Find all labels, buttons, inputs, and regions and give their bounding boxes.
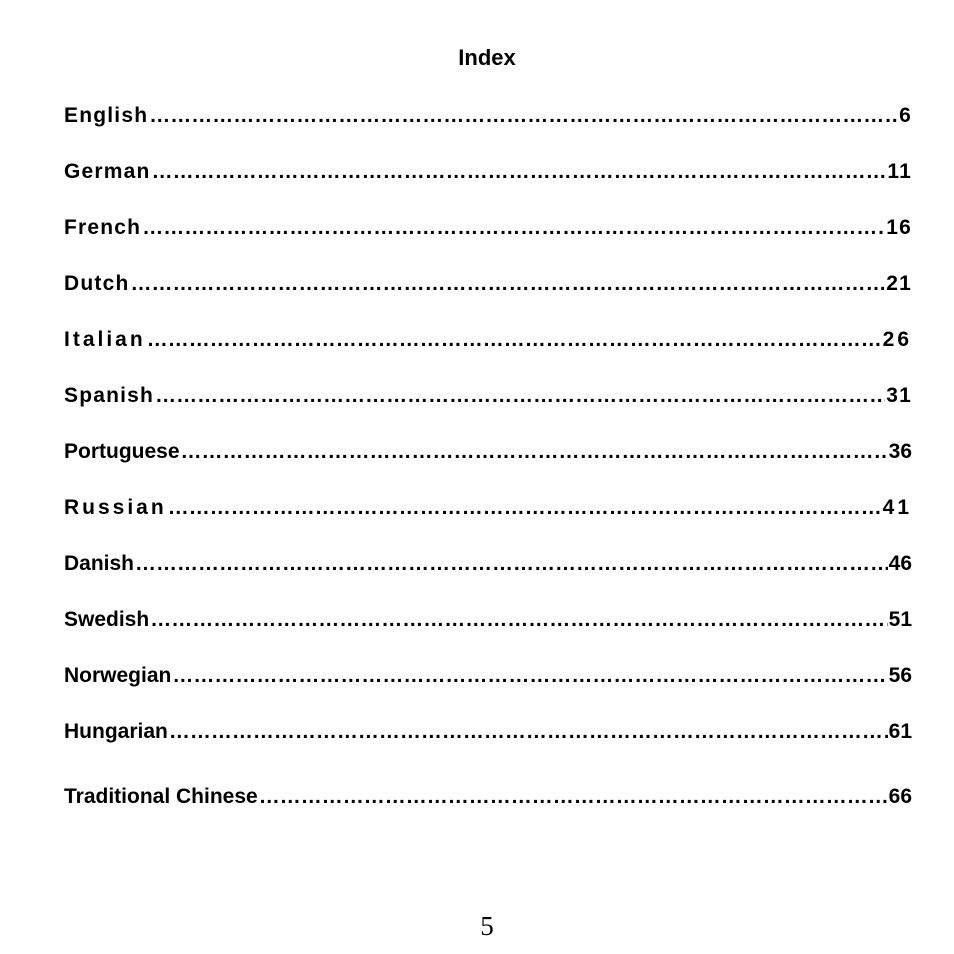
toc-entry-dutch bbox=[64, 271, 912, 297]
footer-page-number: 5 bbox=[480, 911, 494, 941]
toc-entry-label: French bbox=[64, 216, 142, 239]
dot-leader bbox=[131, 271, 886, 297]
toc-entry-label: Swedish bbox=[64, 608, 150, 631]
dot-leader bbox=[149, 103, 898, 129]
toc-entry-page: 26 bbox=[882, 328, 912, 351]
toc-entry-label: English bbox=[64, 104, 149, 127]
toc-entry-french bbox=[64, 215, 912, 241]
toc-entry-spanish bbox=[64, 383, 912, 409]
toc-entry-page: 66 bbox=[888, 785, 912, 808]
toc-entry-russian bbox=[64, 495, 912, 521]
toc-entry-label: Russian bbox=[64, 496, 167, 519]
toc-entry-label: Norwegian bbox=[64, 664, 172, 687]
toc-entry-norwegian bbox=[64, 663, 912, 689]
toc-entry-swedish bbox=[64, 607, 912, 633]
dot-leader bbox=[147, 327, 882, 353]
dot-leader bbox=[259, 784, 888, 810]
toc-entry-page: 51 bbox=[888, 608, 912, 631]
toc-entry-label: Hungarian bbox=[64, 720, 168, 743]
toc-entry-danish bbox=[64, 551, 912, 577]
toc-entry-page: 46 bbox=[888, 552, 912, 575]
dot-leader bbox=[181, 439, 888, 465]
page-title: Index bbox=[458, 45, 516, 70]
toc-entry-label: Spanish bbox=[64, 384, 155, 407]
toc-entry-page: 31 bbox=[886, 384, 912, 407]
toc-entry-page: 21 bbox=[886, 272, 912, 295]
toc-entry-english bbox=[64, 103, 912, 129]
toc-entry-page: 36 bbox=[888, 440, 912, 463]
dot-leader bbox=[152, 159, 887, 185]
dot-leader bbox=[155, 383, 885, 409]
dot-leader bbox=[150, 607, 887, 633]
toc-entry-page: 11 bbox=[887, 160, 912, 183]
toc-entry-hungarian bbox=[64, 719, 912, 745]
toc-entry-page: 61 bbox=[888, 720, 912, 743]
dot-leader bbox=[169, 719, 888, 745]
toc-entry-label: Portuguese bbox=[64, 440, 180, 463]
toc-entry-traditional-chinese bbox=[64, 784, 912, 810]
toc-entry-page: 56 bbox=[888, 664, 912, 687]
dot-leader bbox=[168, 495, 882, 521]
toc-entry-page: 6 bbox=[899, 104, 912, 127]
dot-leader bbox=[142, 215, 885, 241]
toc-entry-german bbox=[64, 159, 912, 185]
toc-entry-label: Traditional Chinese bbox=[64, 785, 258, 808]
toc-entry-label: Dutch bbox=[64, 272, 130, 295]
toc-entry-label: German bbox=[64, 160, 151, 183]
toc-entry-italian bbox=[64, 327, 912, 353]
toc-entry-label: Danish bbox=[64, 552, 135, 575]
dot-leader bbox=[135, 551, 888, 577]
toc-entry-page: 16 bbox=[886, 216, 912, 239]
toc-entry-label: Italian bbox=[64, 328, 146, 351]
toc-entry-portuguese bbox=[64, 439, 912, 465]
toc-entry-page: 41 bbox=[882, 496, 912, 519]
dot-leader bbox=[172, 663, 887, 689]
